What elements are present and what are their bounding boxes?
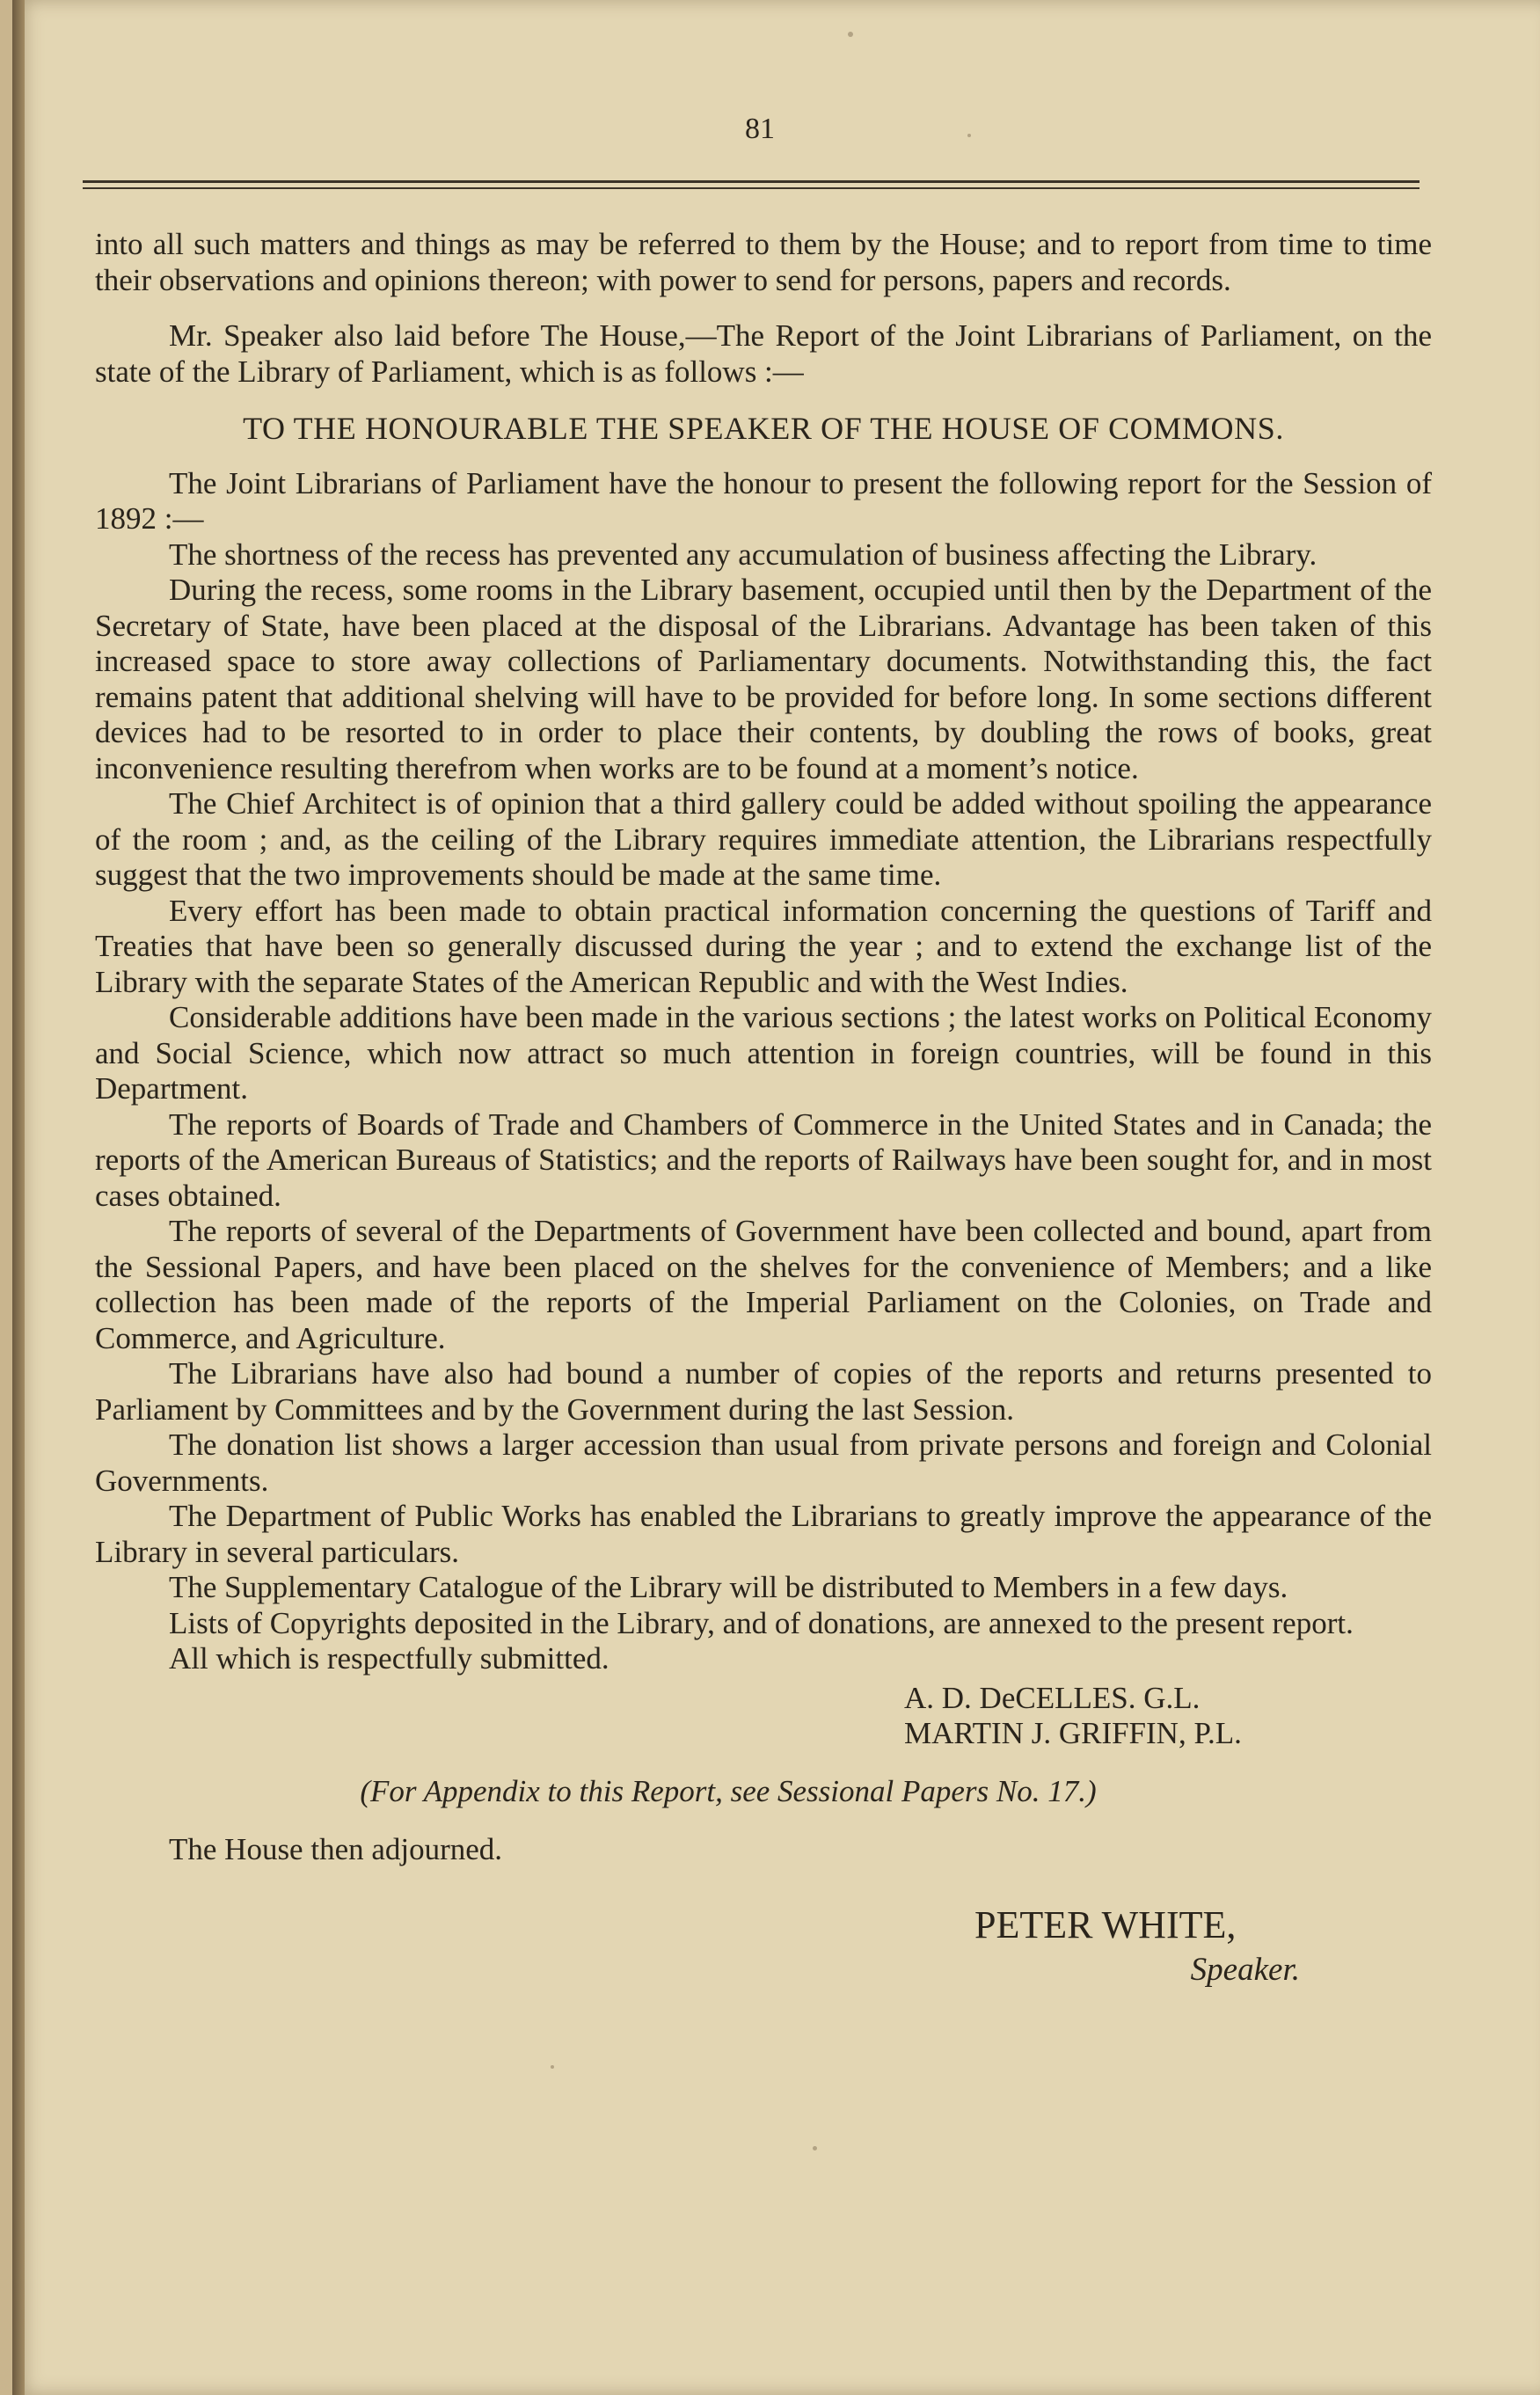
header-rule-thick (83, 180, 1420, 183)
adjournment-line: The House then adjourned. (169, 1832, 503, 1866)
speaker-title: Speaker. (1190, 1951, 1300, 1988)
speaker-name: PETER WHITE, (974, 1902, 1237, 1946)
report-paragraph: Considerable additions have been made in the various sections ; the latest works on Political Economy and Social Science, which now attract so much attention in foreign countries, will be found in this Department. (95, 1000, 1432, 1106)
address-heading: TO THE HONOURABLE THE SPEAKER OF THE HOUSE OF COMMONS. (243, 411, 1284, 446)
report-paragraph: The Librarians have also had bound a number of copies of the reports and returns presented to Parliament by Committees and by the Government during the last Session. (95, 1356, 1432, 1427)
report-paragraph: The Department of Public Works has enabled the Librarians to greatly improve the appearance of the Library in several particulars. (95, 1499, 1432, 1569)
appendix-note: (For Appendix to this Report, see Sessional Papers No. 17.) (360, 1773, 1097, 1808)
paper-speck (551, 2065, 554, 2069)
book-binding-edge (12, 0, 25, 2395)
report-paragraph: The Supplementary Catalogue of the Library will be distributed to Members in a few days. (169, 1570, 1288, 1604)
report-paragraph: During the recess, some rooms in the Library basement, occupied until then by the Department of the Secretary of State, have been placed at the disposal of the Librarians. Advantage has been taken of this increased space to store away collections of Parliamentary documents. Notwithstanding this, the fact remains patent that additional shelving will have to be provided for before long. In some sections different devices had to be resorted to in order to place their contents, by doubling the rows of books, great inconvenience resulting therefrom when works are to be found at a moment’s notice. (95, 573, 1432, 785)
report-paragraph: The donation list shows a larger accession than usual from private persons and foreign and Colonial Governments. (95, 1428, 1432, 1498)
intro-paragraph-continuation: into all such matters and things as may be referred to them by the House; and to report from time to time their observations and opinions thereon; with power to send for persons, papers and records. (95, 227, 1432, 297)
report-closing-line: All which is respectfully submitted. (169, 1641, 609, 1676)
report-paragraph: The reports of several of the Departments of Government have been collected and bound, apart from the Sessional Papers, and have been placed on the shelves for the convenience of Members; and a like collection has been made of the reports of the Imperial Parliament on the Colonies, on Trade and Commerce, and Agriculture. (95, 1214, 1432, 1355)
intro-paragraph-report-laid: Mr. Speaker also laid before The House,—The Report of the Joint Librarians of Parliament, on the state of the Library of Parliament, which is as follows :— (95, 318, 1432, 389)
page-number: 81 (745, 113, 775, 145)
signatory-general-librarian: A. D. DeCELLES. G.L. (904, 1680, 1201, 1715)
document-page (12, 0, 1540, 2395)
report-paragraph: Lists of Copyrights deposited in the Library, and of donations, are annexed to the present report. (169, 1605, 1354, 1640)
paper-speck (848, 32, 853, 37)
paper-speck (967, 134, 971, 137)
signature-block (904, 1681, 1432, 1751)
report-paragraph: The reports of Boards of Trade and Chambers of Commerce in the United States and in Canada; the reports of the American Bureaus of Statistics; and the reports of Railways have been sought for, and in most cases obtained. (95, 1106, 1432, 1213)
report-paragraph: Every effort has been made to obtain practical information concerning the questions of Tariff and Treaties that have been so generally discussed during the year ; and to extend the exchange list of the Library with the separate States of the American Republic and with the West Indies. (95, 893, 1432, 999)
header-rule-thin (83, 187, 1420, 189)
page-body (95, 227, 1432, 1988)
paper-speck (813, 2146, 817, 2150)
report-paragraph: The shortness of the recess has prevented any accumulation of business affecting the Library. (169, 537, 1317, 572)
report-paragraph: The Chief Architect is of opinion that a third gallery could be added without spoiling the appearance of the room ; and, as the ceiling of the Library requires immediate attention, the Librarians respectfully suggest that the two improvements should be made at the same time. (95, 786, 1432, 892)
signatory-parliamentary-librarian: MARTIN J. GRIFFIN, P.L. (904, 1715, 1242, 1750)
report-paragraph: The Joint Librarians of Parliament have the honour to present the following report for the Session of 1892 :— (95, 465, 1432, 536)
